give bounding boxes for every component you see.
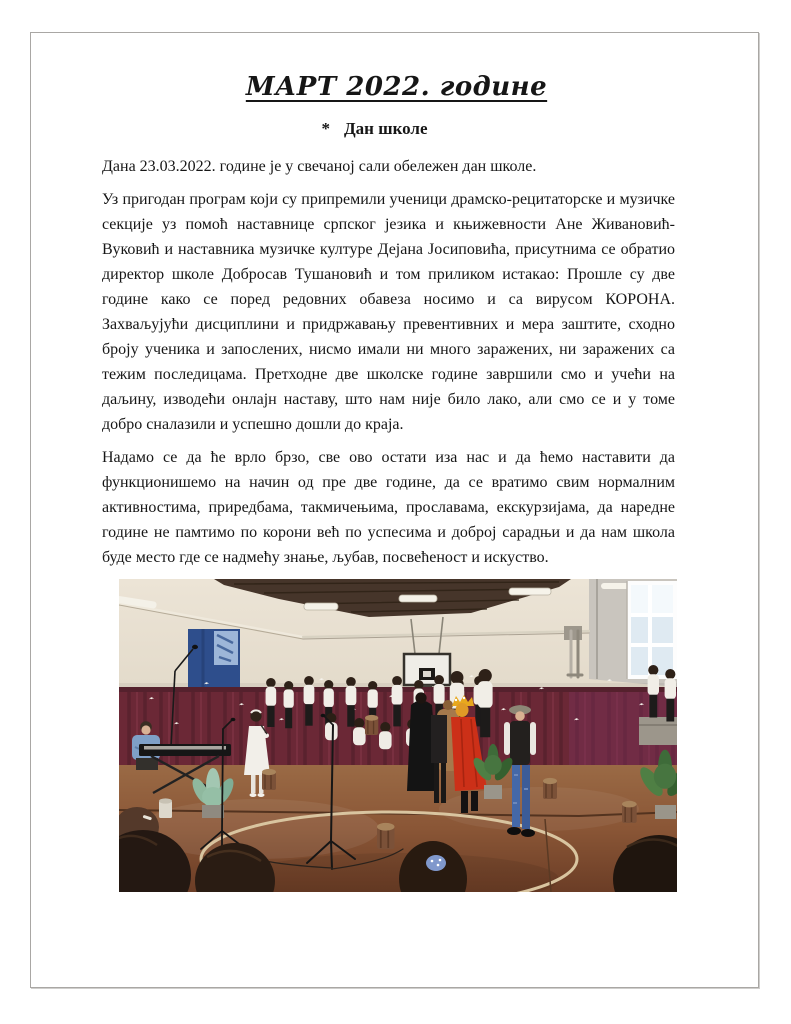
document-page	[30, 32, 759, 988]
flag-banner	[188, 629, 240, 687]
paragraph-date: Дана 23.03.2022. године је у свечаној сали обележен дан школе.	[102, 158, 537, 175]
section-heading	[88, 118, 661, 140]
paragraph-program: Уз пригодан програм који су припремили ученици драмско-рецитаторске и музичке секције уз помоћ наставнице српског језика и књижевности Ане Живановић-Вуковић и наставника музичке културе Дејана Јосиповића, присутнима се обратио директор школе Добросав Тушановић и том приликом истакао: Прошле су две године како се поред редовних обавеза носимо и са вирусом КОРОНА. Захваљујући дисциплини и придржавању превентивних и мера заштите, сходно броју ученика и запослених, нисмо имали ни много заражених, ни заражених са тежим последицама. Претходне две школске године завршили смо и учећи на даљину, изводећи онлајн наставу, што нам није било лако, али смо се и у томе добро сналазили и успешно дошли до краја.	[102, 191, 675, 433]
bullet-marker: *	[321, 119, 330, 138]
paragraph-hopes: Надамо се да ће врло брзо, све ово остати иза нас и да ћемо наставити да функционишемо на начин од пре две године, да се вратимо свим нормалним активностима, приредбама, такмичењима, прославама, екскурзијама, да наредне године не памтимо по корони већ по успесима и доброј сарадњи и да нам школа буде место где се надмећу знање, љубав, посвећеност и искуство.	[102, 449, 675, 566]
section-title: Дан школе	[343, 119, 428, 138]
gym-window	[627, 581, 677, 679]
school-day-photo	[119, 579, 677, 892]
page-title: МАРТ 2022. године	[245, 72, 548, 102]
